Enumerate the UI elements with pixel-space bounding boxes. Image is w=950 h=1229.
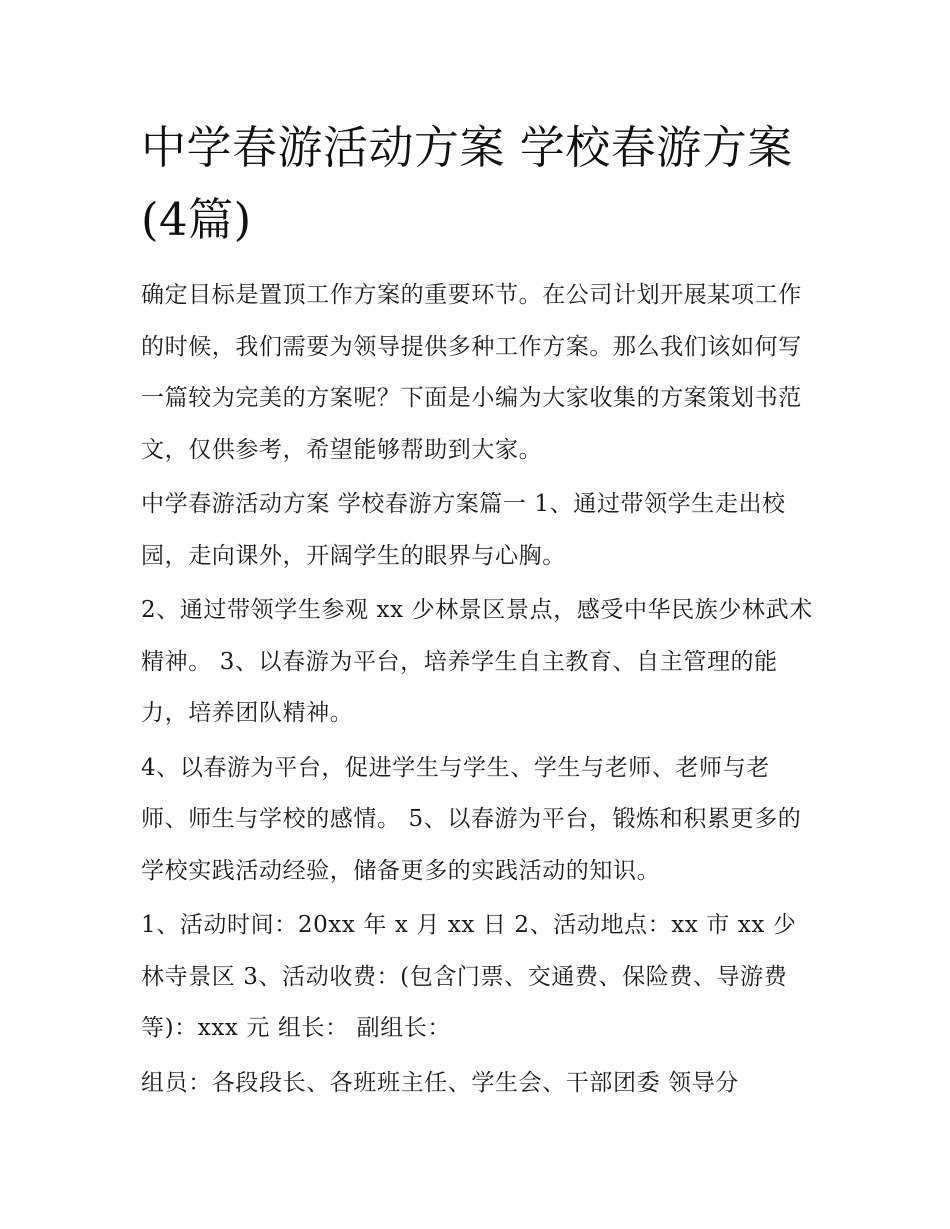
goal-paragraph-1: 中学春游活动方案 学校春游方案篇一 1、通过带领学生走出校园，走向课外，开阔学生的眼界与心胸。 (141, 491, 786, 569)
goal-paragraph-4-5: 4、以春游为平台，促进学生与学生、学生与老师、老师与老师、师生与学校的感情。 5、以春游为平台，锻炼和积累更多的学校实践活动经验，储备更多的实践活动的知识。 (141, 754, 802, 884)
document-title: 中学春游活动方案 学校春游方案(4篇) (141, 121, 793, 246)
activity-details-paragraph: 1、活动时间：20xx 年 x 月 xx 日 2、活动地点：xx 市 xx 少林寺景区 3、活动收费：(包含门票、交通费、保险费、导游费等)：xxx 元 组长： 副组长： (141, 912, 797, 1041)
intro-paragraph: 确定目标是置顶工作方案的重要环节。在公司计划开展某项工作的时候，我们需要为领导提供多种工作方案。那么我们该如何写一篇较为完美的方案呢？下面是小编为大家收集的方案策划书范文，仅供参考，希望能够帮助到大家。 (141, 282, 802, 463)
document-page (141, 112, 813, 1112)
members-paragraph: 组员：各段段长、各班班主任、学生会、干部团委 领导分 (141, 1069, 739, 1096)
goal-paragraph-2-3: 2、通过带领学生参观 xx 少林景区景点，感受中华民族少林武术精神。 3、以春游为平台，培养学生自主教育、自主管理的能力，培养团队精神。 (141, 597, 813, 726)
